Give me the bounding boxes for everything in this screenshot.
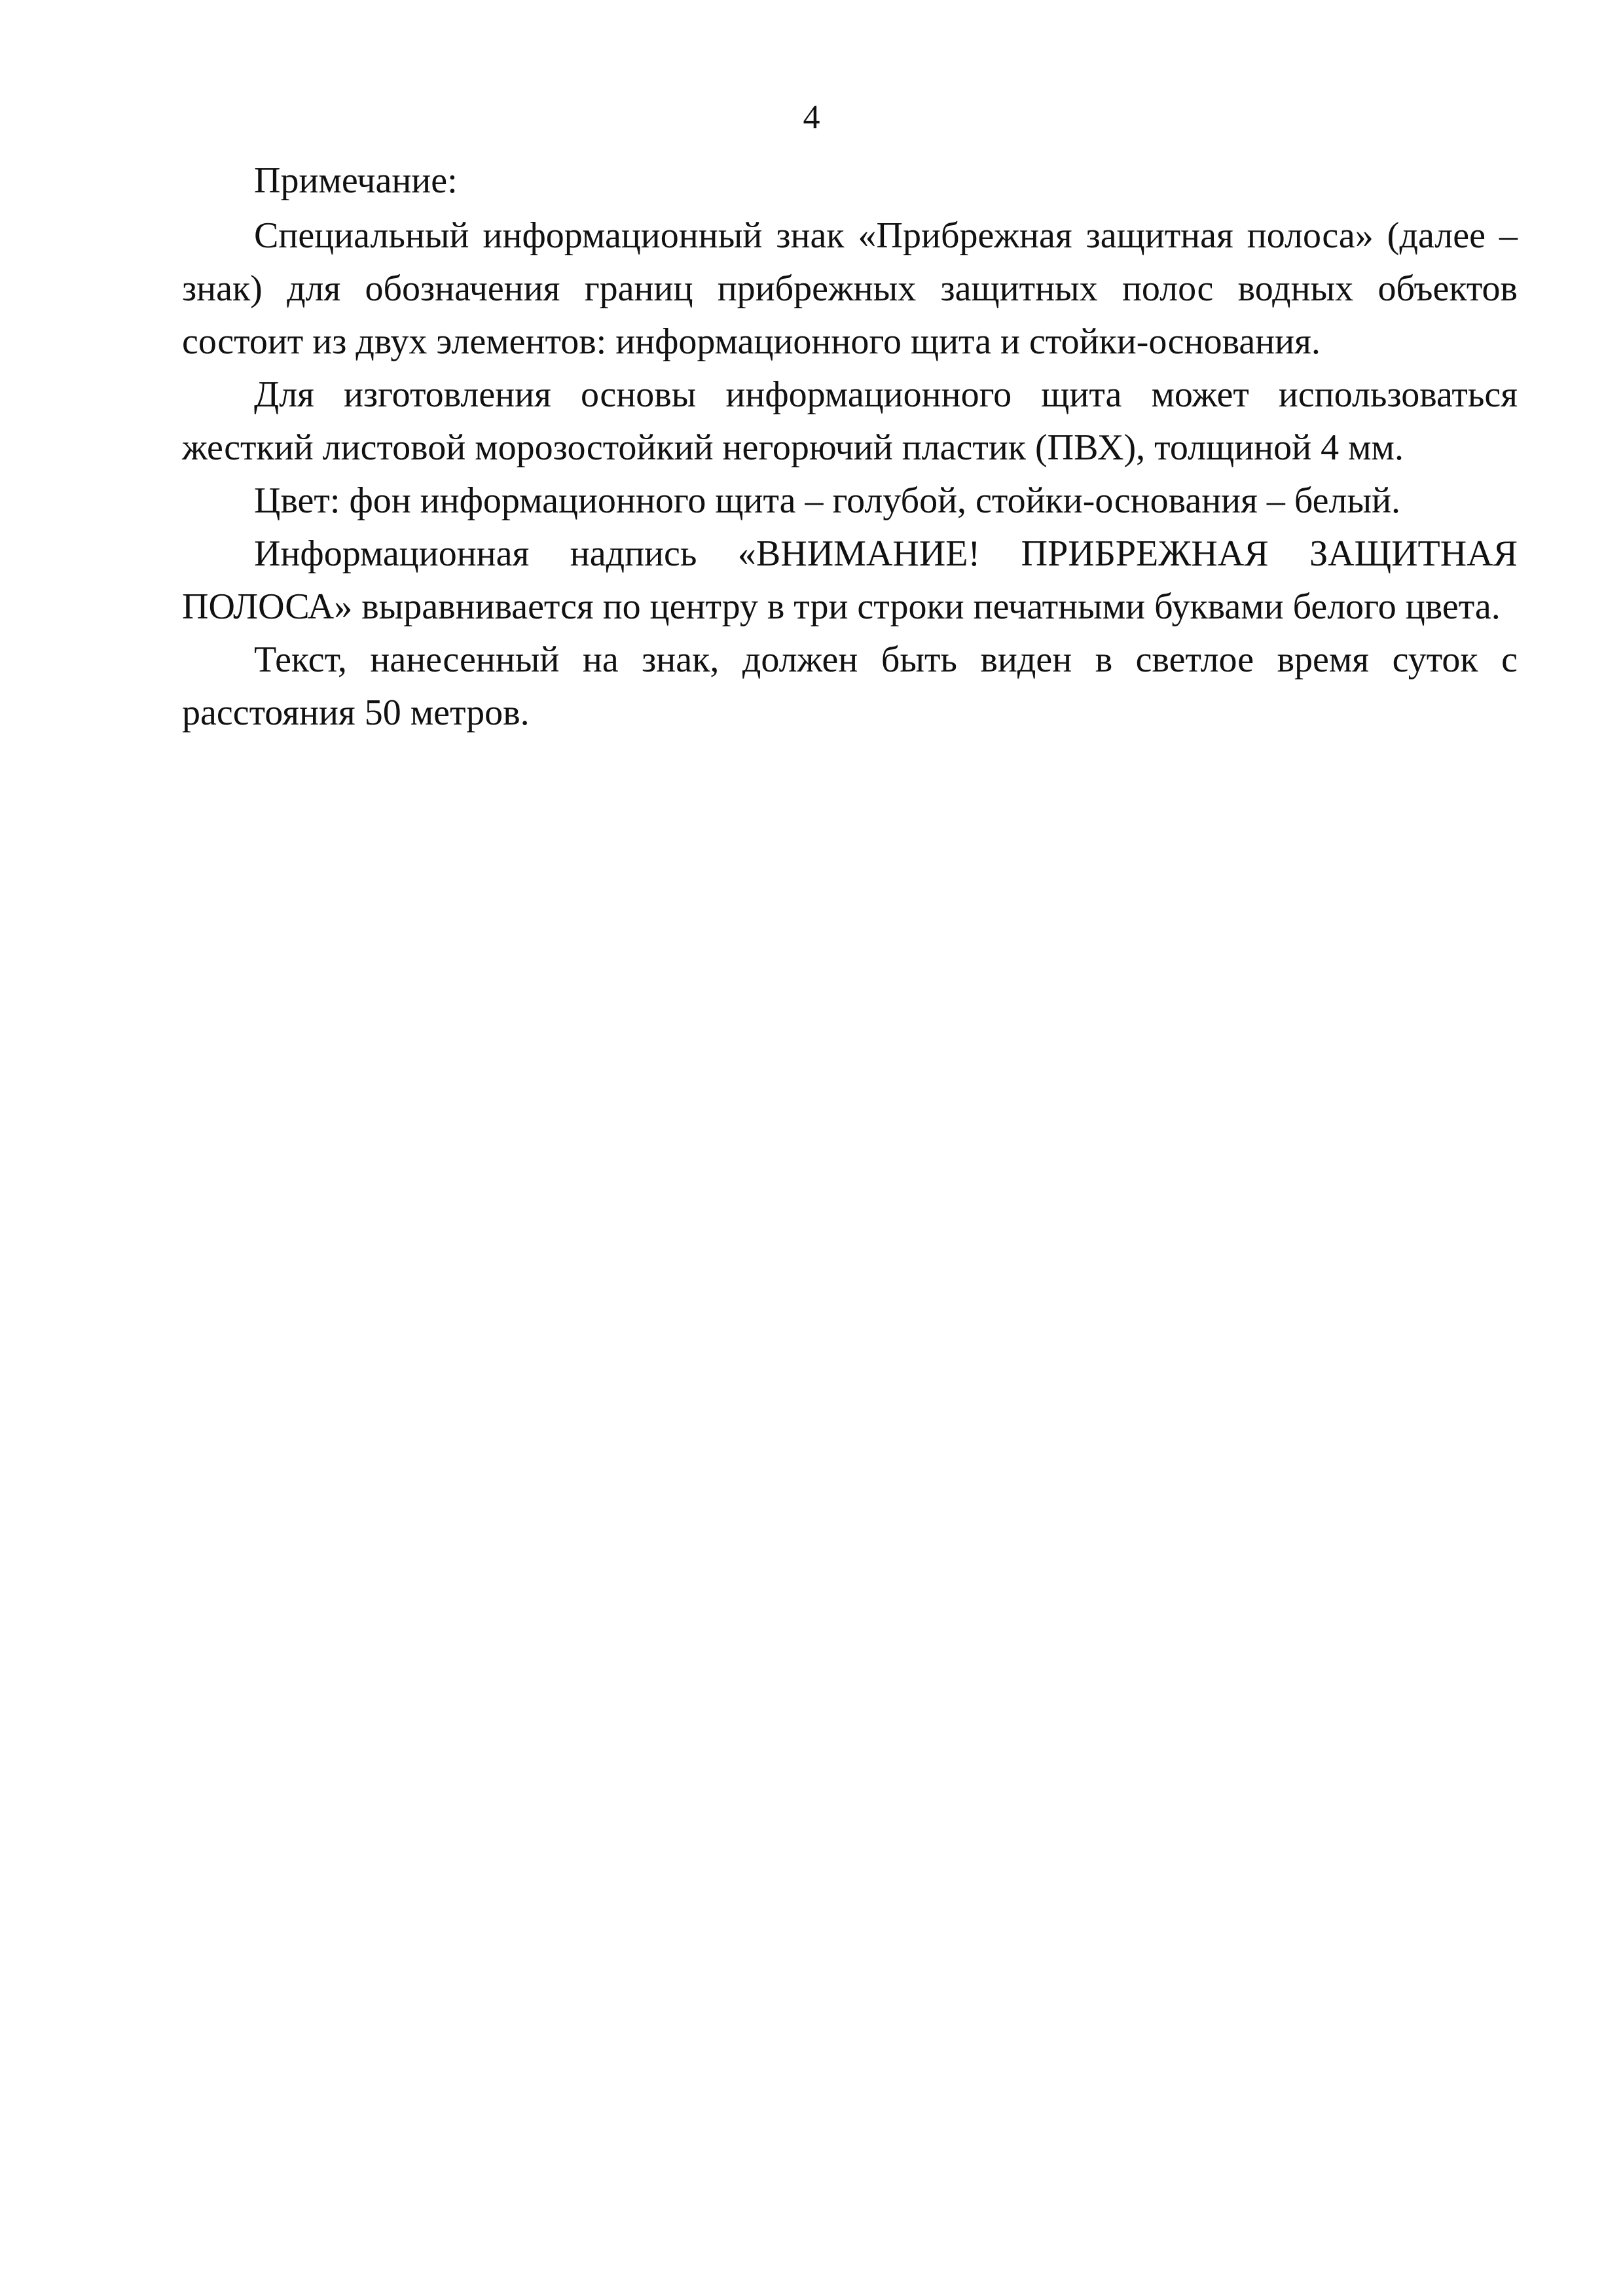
page-number: 4 [803, 99, 820, 136]
paragraph-material: Для изготовления основы информационного щита может использоваться жесткий листовой морозостойкий негорючий пластик (ПВХ), толщиной 4 мм. [182, 374, 1518, 468]
paragraph-color: Цвет: фон информационного щита – голубой, стойки-основания – белый. [254, 480, 1401, 521]
paragraph-sign-description: Специальный информационный знак «Прибрежная защитная полоса» (далее – знак) для обозначения границ прибрежных защитных полос водных объектов состоит из двух элементов: информационного щита и стойки-основания. [182, 215, 1518, 362]
document-body [182, 154, 1518, 740]
paragraph-inscription: Информационная надпись «ВНИМАНИЕ! ПРИБРЕЖНАЯ ЗАЩИТНАЯ ПОЛОСА» выравнивается по центру в три строки печатными буквами белого цвета. [182, 533, 1518, 627]
paragraph-visibility: Текст, нанесенный на знак, должен быть виден в светлое время суток с расстояния 50 метров. [182, 639, 1518, 733]
note-label: Примечание: [254, 160, 458, 201]
